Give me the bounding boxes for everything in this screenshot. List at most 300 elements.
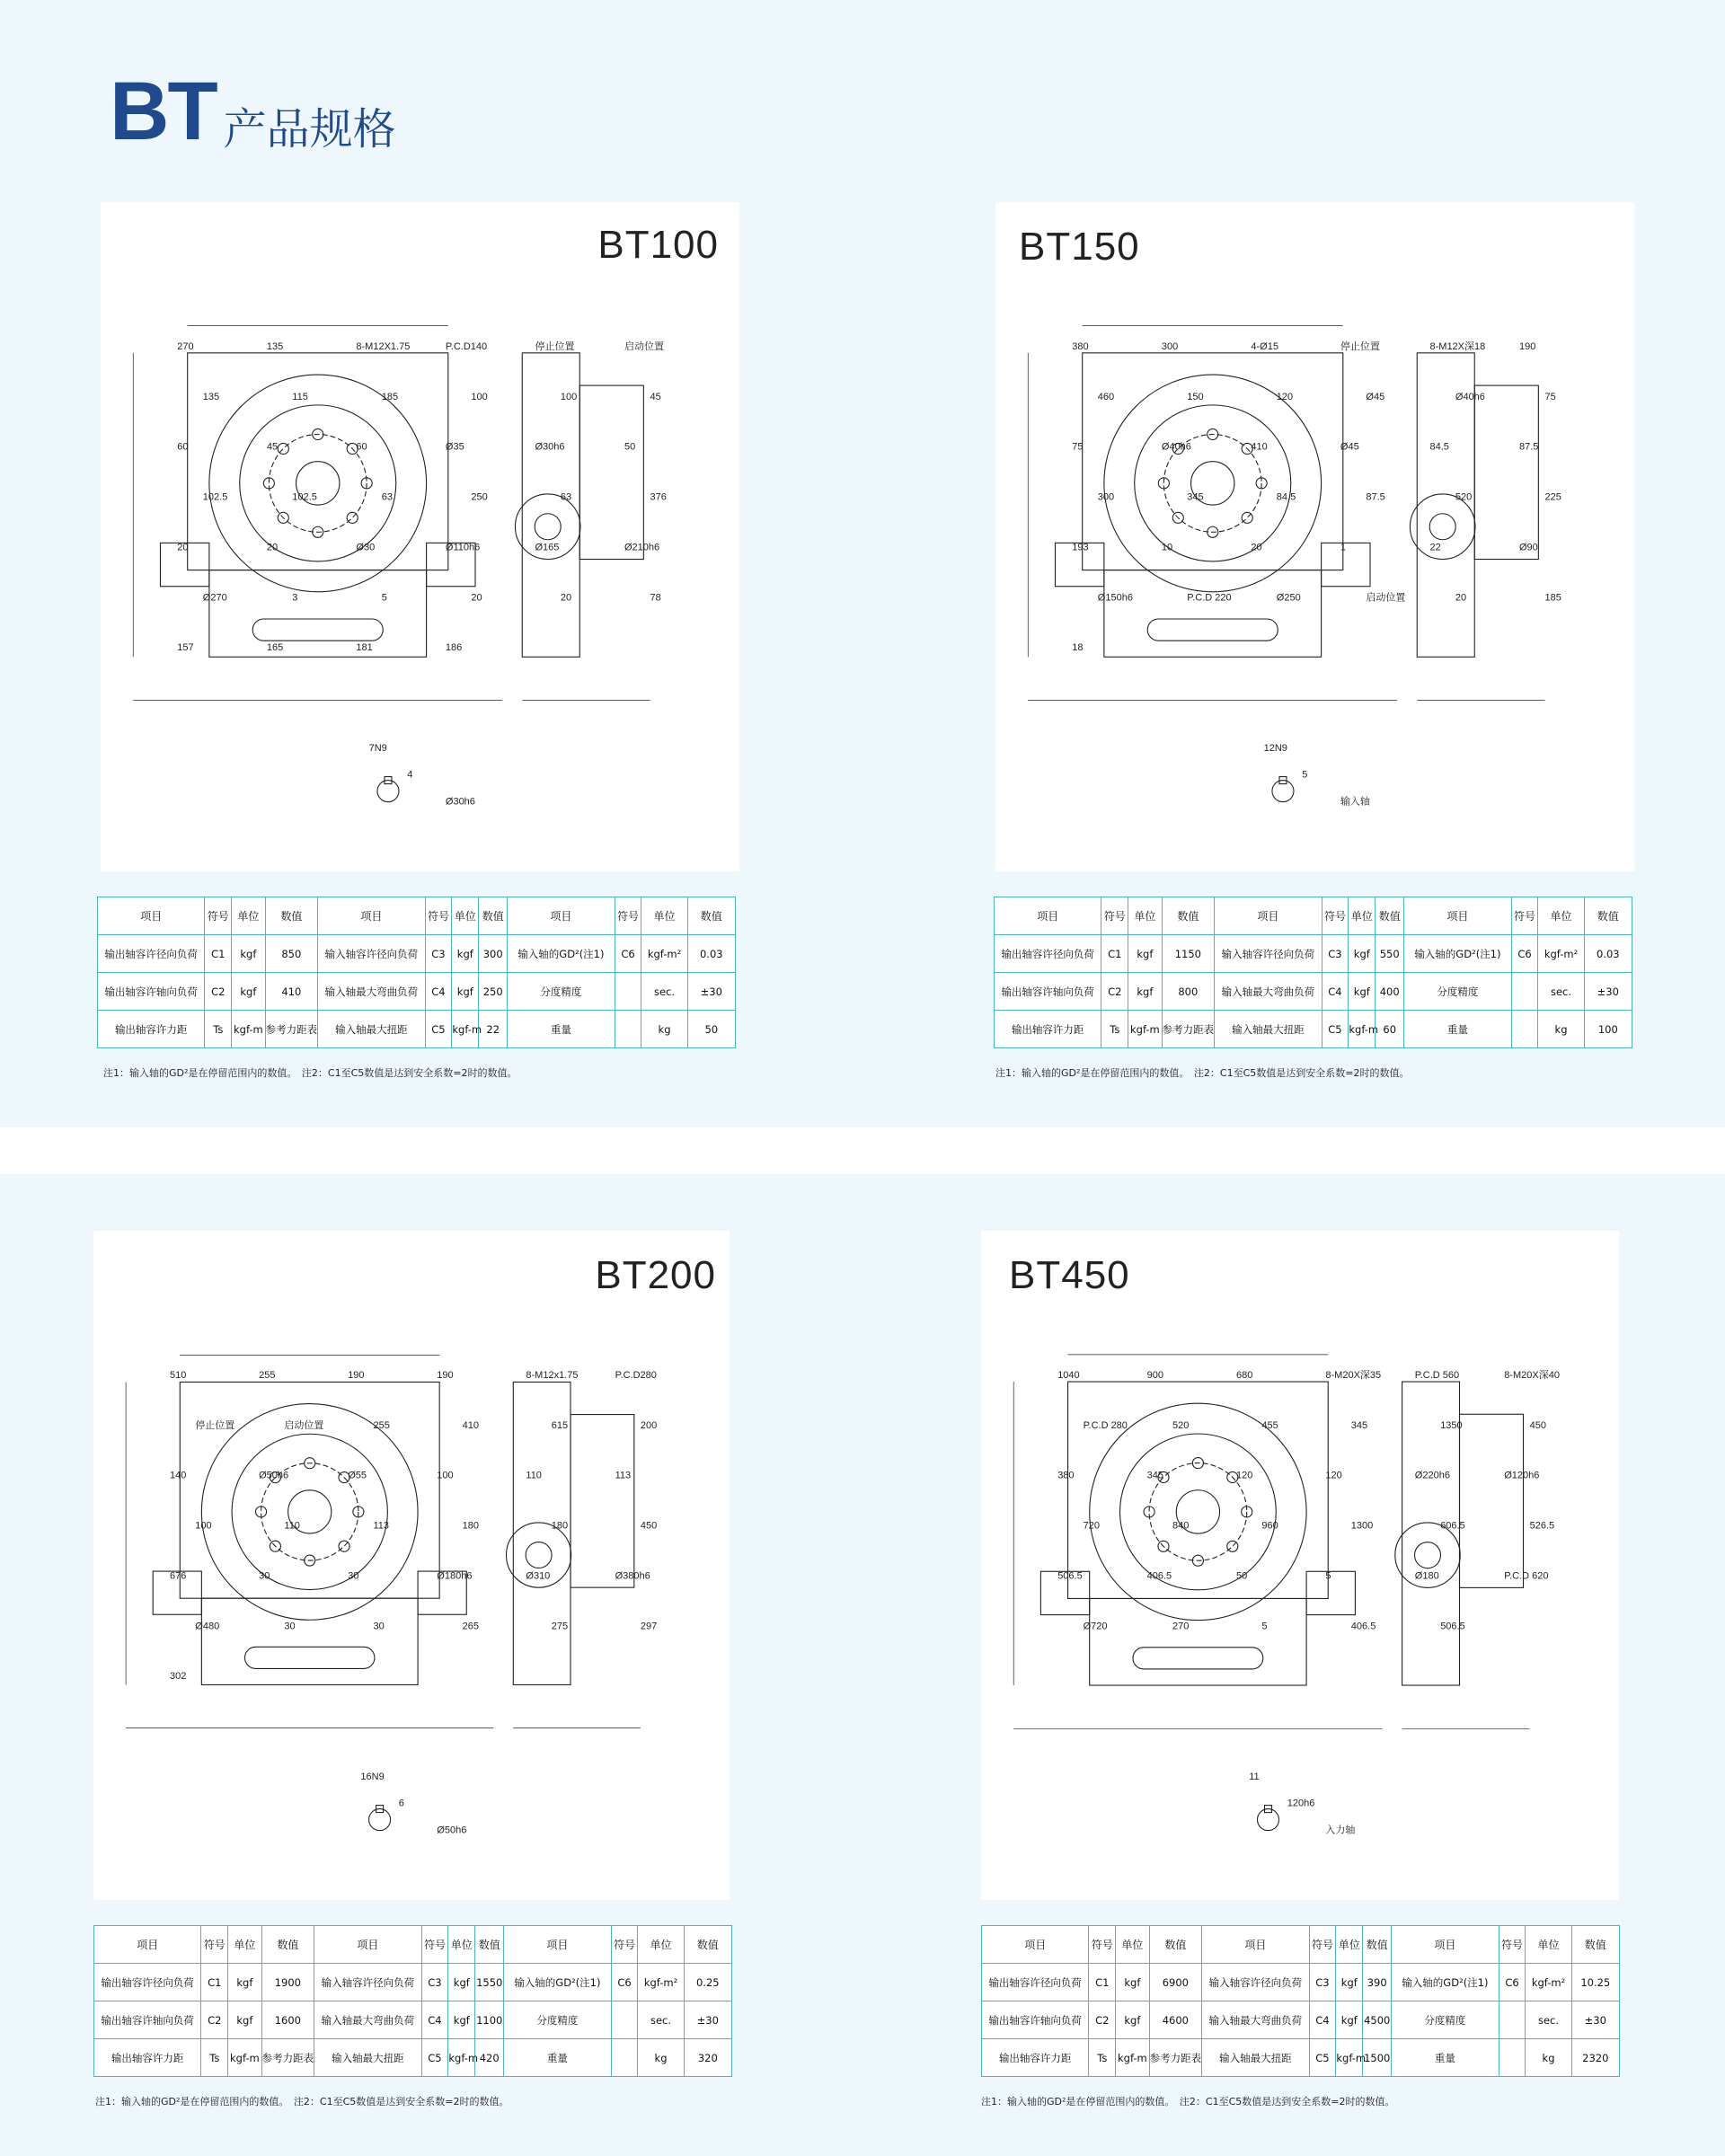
dimension-label: 150 <box>1187 391 1204 402</box>
column-header: 符号 <box>425 897 452 935</box>
dimension-label: 7N9 <box>368 742 387 754</box>
dimension-label: 1300 <box>1350 1520 1374 1532</box>
table-row <box>94 2001 732 2039</box>
column-header: 单位 <box>641 897 687 935</box>
dimension-label: Ø55 <box>348 1470 367 1481</box>
technical-drawing <box>995 202 1634 871</box>
table-cell: 300 <box>479 935 508 973</box>
column-header: 项目 <box>94 1926 201 1964</box>
column-header: 数值 <box>1584 897 1632 935</box>
dimension-label: 180 <box>462 1520 479 1532</box>
dimension-label: 停止位置 <box>1340 340 1380 352</box>
dimension-label: 75 <box>1072 441 1084 453</box>
table-cell: 重量 <box>508 1011 615 1048</box>
table-cell: 400 <box>1376 973 1404 1011</box>
table-cell: 1100 <box>475 2001 504 2039</box>
base-block <box>209 570 427 658</box>
dimension-label: 60 <box>356 441 367 453</box>
table-footnote: 注1：输入轴的GD²是在停留范围内的数值。 注2：C1至C5数值是达到安全系数=2时的数值。 <box>995 1067 1410 1079</box>
table-cell: Ts <box>1101 1011 1128 1048</box>
dimension-label: Ø210h6 <box>624 542 660 553</box>
dimension-label: 115 <box>292 391 308 402</box>
dimension-label: P.C.D140 <box>445 340 488 352</box>
table-row <box>982 2039 1620 2077</box>
base-slot <box>1147 619 1278 641</box>
dimension-label: 606.5 <box>1440 1520 1465 1532</box>
table-cell: 输入轴最大弯曲负荷 <box>1215 973 1322 1011</box>
dimension-label: 102.5 <box>292 491 317 503</box>
dimension-label: 8-M12X深18 <box>1429 340 1486 352</box>
dimension-label: 3 <box>292 592 298 604</box>
column-header: 数值 <box>687 897 735 935</box>
dimension-label: 启动位置 <box>284 1419 324 1431</box>
table-row <box>94 2039 732 2077</box>
table-cell: 重量 <box>1392 2039 1499 2077</box>
dimension-label: P.C.D 560 <box>1414 1369 1460 1381</box>
dimension-label: 720 <box>1083 1520 1100 1532</box>
table-cell: 输出轴容许力距 <box>982 2039 1089 2077</box>
table-cell: kg <box>638 2039 684 2077</box>
table-footnote: 注1：输入轴的GD²是在停留范围内的数值。 注2：C1至C5数值是达到安全系数=2时的数值。 <box>981 2096 1395 2107</box>
side-flange <box>579 385 643 559</box>
table-cell: C1 <box>205 935 232 973</box>
table-cell <box>1499 2039 1526 2077</box>
dimension-label: 520 <box>1455 491 1473 503</box>
base-block <box>1104 570 1322 658</box>
table-row <box>98 1011 736 1048</box>
dimension-label: 100 <box>560 391 578 402</box>
column-header: 单位 <box>1336 1926 1363 1964</box>
model-title: BT100 <box>597 223 719 267</box>
table-cell: 550 <box>1376 935 1404 973</box>
dimension-label: 30 <box>348 1570 359 1582</box>
pitch-circle <box>266 435 367 533</box>
dimension-label: 50 <box>1236 1570 1248 1582</box>
table-cell: C3 <box>421 1964 448 2001</box>
dimension-label: 4-Ø15 <box>1251 340 1278 352</box>
table-cell: C1 <box>1089 1964 1116 2001</box>
side-input-bore <box>1410 491 1475 560</box>
column-header: 单位 <box>232 897 265 935</box>
dimension-label: 255 <box>259 1369 276 1381</box>
dimension-label: Ø150h6 <box>1097 592 1133 604</box>
column-header: 项目 <box>1392 1926 1499 1964</box>
table-cell: 参考力距表 <box>265 1011 318 1048</box>
table-cell: kgf <box>1116 2001 1149 2039</box>
dimension-label: 506.5 <box>1057 1570 1083 1582</box>
dimension-label: 250 <box>471 491 488 503</box>
table-cell: 参考力距表 <box>261 2039 314 2077</box>
table-cell: 850 <box>265 935 318 973</box>
dimension-label: 345 <box>1350 1419 1368 1431</box>
technical-drawing <box>101 202 739 871</box>
table-cell: 输出轴容许力距 <box>98 1011 205 1048</box>
header-title-big: BT <box>110 66 217 157</box>
dimension-label: 11 <box>1249 1771 1260 1782</box>
table-cell <box>1499 2001 1526 2039</box>
column-header: 单位 <box>1349 897 1376 935</box>
dimension-label: 113 <box>373 1520 390 1532</box>
base-slot <box>252 619 383 641</box>
column-header: 符号 <box>611 1926 638 1964</box>
dimension-label: 450 <box>640 1520 658 1532</box>
column-header: 单位 <box>1116 1926 1149 1964</box>
dimension-label: 16N9 <box>360 1771 385 1782</box>
column-header: 符号 <box>205 897 232 935</box>
dimension-label: 45 <box>650 391 661 402</box>
table-cell: kgf <box>1349 973 1376 1011</box>
dimension-label: 190 <box>1519 340 1536 352</box>
dimension-label: 8-M20X深35 <box>1325 1369 1382 1381</box>
column-header: 数值 <box>1149 1926 1202 1964</box>
table-cell: 1150 <box>1162 935 1215 973</box>
table-cell: 420 <box>475 2039 504 2077</box>
table-header-row <box>982 1926 1620 1964</box>
bolt-hole <box>347 512 358 523</box>
table-cell: ±30 <box>684 2001 731 2039</box>
column-header: 单位 <box>1538 897 1584 935</box>
table-cell: 4600 <box>1149 2001 1202 2039</box>
dimension-label: 20 <box>177 542 189 553</box>
drawing-panel-bt100 <box>101 202 739 871</box>
dimension-label: 102.5 <box>202 491 228 503</box>
side-flange <box>1460 1414 1524 1587</box>
table-cell: 输入轴最大扭距 <box>318 1011 425 1048</box>
table-cell: 分度精度 <box>504 2001 611 2039</box>
table-header-row <box>995 897 1632 935</box>
table-cell: kgf <box>1116 1964 1149 2001</box>
dimension-label: 380 <box>1057 1470 1075 1481</box>
table-cell: kgf <box>448 2001 475 2039</box>
dimension-label: 157 <box>177 642 194 654</box>
dimension-label: 180 <box>551 1520 569 1532</box>
table-cell: 输入轴最大扭距 <box>314 2039 421 2077</box>
dimension-label: Ø480 <box>195 1621 220 1632</box>
table-cell: 输入轴的GD²(注1) <box>1392 1964 1499 2001</box>
dimension-label: 190 <box>348 1369 365 1381</box>
column-header: 符号 <box>421 1926 448 1964</box>
dimension-label: 63 <box>560 491 572 503</box>
dimension-label: Ø270 <box>202 592 227 604</box>
column-header: 符号 <box>1089 1926 1116 1964</box>
dimension-label: 113 <box>615 1470 632 1481</box>
spec-table <box>93 1925 732 2077</box>
column-header: 单位 <box>228 1926 261 1964</box>
table-cell: 输出轴容许径向负荷 <box>982 1964 1089 2001</box>
dimension-label: 20 <box>560 592 572 604</box>
dimension-label: 450 <box>1529 1419 1546 1431</box>
dimension-label: 181 <box>356 642 373 654</box>
table-cell <box>1511 1011 1538 1048</box>
dimension-label: 110 <box>526 1470 542 1481</box>
dimension-label: 265 <box>462 1621 479 1632</box>
table-cell: kgf <box>228 2001 261 2039</box>
dimension-label: 8-M12x1.75 <box>526 1369 579 1381</box>
table-footnote: 注1：输入轴的GD²是在停留范围内的数值。 注2：C1至C5数值是达到安全系数=2时的数值。 <box>103 1067 518 1079</box>
table-cell: C3 <box>425 935 452 973</box>
dimension-label: 302 <box>170 1671 187 1683</box>
table-row <box>98 935 736 973</box>
table-cell: 100 <box>1584 1011 1632 1048</box>
column-header: 符号 <box>1499 1926 1526 1964</box>
dimension-label: 5 <box>1302 769 1308 781</box>
table-cell: kgf-m² <box>641 935 687 973</box>
bolt-hole <box>339 1541 349 1551</box>
drawing-panel-bt450 <box>981 1231 1619 1900</box>
dimension-label: 18 <box>1072 642 1084 654</box>
column-header: 数值 <box>265 897 318 935</box>
table-cell: C2 <box>201 2001 228 2039</box>
dimension-label: 120 <box>1276 391 1294 402</box>
dimension-label: Ø50h6 <box>259 1470 289 1481</box>
dimension-label: 1040 <box>1057 1369 1080 1381</box>
table-cell: 输入轴容许径向负荷 <box>1215 935 1322 973</box>
dimension-label: 8-M20X深40 <box>1504 1369 1560 1381</box>
dimension-label: Ø40h6 <box>1161 441 1191 453</box>
dimension-label: 84.5 <box>1429 441 1449 453</box>
dimension-label: Ø380h6 <box>615 1570 650 1582</box>
dimension-label: 297 <box>640 1621 658 1632</box>
table-header-row <box>94 1926 732 1964</box>
table-cell: ±30 <box>1571 2001 1619 2039</box>
table-cell: C6 <box>611 1964 638 2001</box>
dimension-label: Ø180 <box>1414 1570 1439 1582</box>
table-cell: kgf-m² <box>638 1964 684 2001</box>
dimension-label: 87.5 <box>1366 491 1385 503</box>
dimension-label: P.C.D 220 <box>1187 592 1232 604</box>
column-header: 数值 <box>684 1926 731 1964</box>
table-cell: 输出轴容许力距 <box>94 2039 201 2077</box>
dimension-label: 193 <box>1072 542 1089 553</box>
table-cell: C1 <box>201 1964 228 2001</box>
base-block <box>1090 1598 1306 1685</box>
base-slot <box>1133 1648 1263 1669</box>
column-header: 单位 <box>1526 1926 1571 1964</box>
table-cell: 输入轴最大弯曲负荷 <box>318 973 425 1011</box>
table-cell: 输出轴容许径向负荷 <box>995 935 1101 973</box>
table-cell: kgf-m² <box>1538 935 1584 973</box>
dimension-label: 5 <box>381 592 387 604</box>
table-cell: 输入轴容许径向负荷 <box>314 1964 421 2001</box>
table-cell: 输出轴容许力距 <box>995 1011 1101 1048</box>
dimension-label: 60 <box>177 441 189 453</box>
dimension-label: Ø30h6 <box>535 441 565 453</box>
dimension-label: Ø250 <box>1276 592 1301 604</box>
header-title-sub: 产品规格 <box>223 104 396 155</box>
technical-drawing <box>981 1231 1619 1900</box>
table-cell <box>615 1011 641 1048</box>
drawing-panel-bt200 <box>93 1231 730 1900</box>
dimension-label: 78 <box>650 592 661 604</box>
table-cell: 6900 <box>1149 1964 1202 2001</box>
side-flange <box>571 1415 634 1588</box>
dimension-label: 45 <box>266 441 279 453</box>
table-cell: kgf <box>232 935 265 973</box>
dimension-label: 255 <box>373 1419 390 1431</box>
dimension-label: Ø720 <box>1083 1621 1108 1632</box>
table-cell: 输出轴容许轴向负荷 <box>982 2001 1089 2039</box>
table-cell: 1600 <box>261 2001 314 2039</box>
dimension-label: 30 <box>259 1570 270 1582</box>
dimension-label: 406.5 <box>1350 1621 1376 1632</box>
table-cell: 输入轴容许径向负荷 <box>1202 1964 1309 2001</box>
table-cell: 390 <box>1363 1964 1392 2001</box>
column-header: 单位 <box>448 1926 475 1964</box>
dimension-label: 270 <box>177 340 194 352</box>
dimension-label: 135 <box>202 391 220 402</box>
dimension-label: 676 <box>170 1570 187 1582</box>
table-row <box>982 2001 1620 2039</box>
model-title: BT200 <box>595 1253 716 1297</box>
table-row <box>995 935 1632 973</box>
table-cell: C2 <box>1089 2001 1116 2039</box>
table-cell: C5 <box>1322 1011 1349 1048</box>
table-cell: Ts <box>205 1011 232 1048</box>
table-cell: 输入轴的GD²(注1) <box>504 1964 611 2001</box>
dimension-label: 185 <box>381 391 399 402</box>
table-cell: kgf <box>448 1964 475 2001</box>
dimension-label: Ø110h6 <box>445 542 481 553</box>
table-cell <box>615 973 641 1011</box>
table-cell: kgf-m <box>1349 1011 1376 1048</box>
side-input-shaft <box>1429 514 1455 540</box>
dimension-label: 5 <box>1325 1570 1331 1582</box>
table-cell: 输入轴最大弯曲负荷 <box>1202 2001 1309 2039</box>
dimension-label: 8-M12X1.75 <box>356 340 411 352</box>
column-header: 数值 <box>1363 1926 1392 1964</box>
dimension-label: 140 <box>170 1470 187 1481</box>
dimension-label: 63 <box>381 491 394 503</box>
dimension-label: 300 <box>1161 340 1179 352</box>
table-cell: 分度精度 <box>1392 2001 1499 2039</box>
dimension-label: Ø35 <box>445 441 464 453</box>
dimension-label: 100 <box>437 1470 454 1481</box>
table-cell: 输出轴容许径向负荷 <box>98 935 205 973</box>
table-cell: 输入轴的GD²(注1) <box>508 935 615 973</box>
dimension-label: 停止位置 <box>195 1419 235 1431</box>
dimension-label: 135 <box>266 340 284 352</box>
dimension-label: 6 <box>398 1798 404 1809</box>
dimension-label: Ø90 <box>1519 542 1538 553</box>
table-cell: kgf <box>1128 973 1162 1011</box>
dimension-label: 165 <box>266 642 284 654</box>
table-cell: C6 <box>1511 935 1538 973</box>
dimension-label: 345 <box>1187 491 1204 503</box>
column-header: 符号 <box>201 1926 228 1964</box>
dimension-label: 100 <box>471 391 488 402</box>
column-header: 项目 <box>1215 897 1322 935</box>
table-cell: 重量 <box>1404 1011 1511 1048</box>
table-cell: C2 <box>1101 973 1128 1011</box>
dimension-label: Ø30 <box>356 542 376 553</box>
table-cell: Ts <box>201 2039 228 2077</box>
separator-band <box>0 1127 1725 1174</box>
table-cell: 输入轴最大扭距 <box>1202 2039 1309 2077</box>
table-cell: sec. <box>641 973 687 1011</box>
table-cell: kgf-m <box>1116 2039 1149 2077</box>
dimension-label: 120 <box>1325 1470 1342 1481</box>
table-cell: 1550 <box>475 1964 504 2001</box>
dimension-label: 22 <box>1429 542 1441 553</box>
spec-table <box>994 897 1632 1048</box>
dimension-label: 20 <box>266 542 279 553</box>
column-header: 单位 <box>452 897 479 935</box>
dimension-label: 406.5 <box>1146 1570 1172 1582</box>
table-cell: 输入轴容许径向负荷 <box>318 935 425 973</box>
dimension-label: 380 <box>1072 340 1089 352</box>
table-cell: C5 <box>425 1011 452 1048</box>
table-cell: C6 <box>615 935 641 973</box>
dimension-label: 300 <box>1097 491 1115 503</box>
model-title: BT150 <box>1019 225 1140 269</box>
spec-table <box>981 1925 1620 2077</box>
table-cell: C3 <box>1309 1964 1336 2001</box>
side-input-shaft <box>1415 1542 1441 1568</box>
table-cell: 1900 <box>261 1964 314 2001</box>
side-flange <box>1474 385 1538 559</box>
pitch-circle <box>1146 1463 1247 1561</box>
column-header: 项目 <box>98 897 205 935</box>
table-cell: kg <box>641 1011 687 1048</box>
table-cell: kgf <box>1128 935 1162 973</box>
table-row <box>995 1011 1632 1048</box>
dimension-label: 5 <box>1261 1621 1268 1632</box>
table-cell: C2 <box>205 973 232 1011</box>
dimension-label: Ø165 <box>535 542 560 553</box>
dimension-label: 启动位置 <box>624 340 664 352</box>
table-cell: kgf-m <box>452 1011 479 1048</box>
dimension-label: 900 <box>1146 1369 1163 1381</box>
table-cell: 4500 <box>1363 2001 1392 2039</box>
dimension-label: Ø40h6 <box>1455 391 1485 402</box>
table-cell <box>611 2039 638 2077</box>
table-cell: 输出轴容许轴向负荷 <box>98 973 205 1011</box>
dimension-label: Ø45 <box>1340 441 1359 453</box>
table-footnote: 注1：输入轴的GD²是在停留范围内的数值。 注2：C1至C5数值是达到安全系数=2时的数值。 <box>95 2096 509 2107</box>
table-cell: 输出轴容许径向负荷 <box>94 1964 201 2001</box>
dimension-label: 520 <box>1172 1419 1190 1431</box>
table-cell: kgf-m <box>232 1011 265 1048</box>
base-slot <box>245 1647 375 1668</box>
dimension-label: 87.5 <box>1519 441 1539 453</box>
dimension-label: 120h6 <box>1287 1798 1315 1809</box>
dimension-label: 526.5 <box>1529 1520 1555 1532</box>
column-header: 数值 <box>475 1926 504 1964</box>
dimension-label: 200 <box>640 1419 658 1431</box>
dimension-label: Ø180h6 <box>437 1570 473 1582</box>
dimension-label: 270 <box>1172 1621 1190 1632</box>
column-header: 项目 <box>995 897 1101 935</box>
dimension-label: 75 <box>1544 391 1556 402</box>
dimension-label: 120 <box>1236 1470 1253 1481</box>
table-cell: kgf-m <box>1128 1011 1162 1048</box>
table-cell: 320 <box>684 2039 731 2077</box>
table-cell: sec. <box>638 2001 684 2039</box>
table-cell: 250 <box>479 973 508 1011</box>
column-header: 符号 <box>1309 1926 1336 1964</box>
column-header: 数值 <box>479 897 508 935</box>
dimension-label: Ø50h6 <box>437 1825 467 1836</box>
spec-table <box>97 897 736 1048</box>
table-cell: 参考力距表 <box>1162 1011 1215 1048</box>
table-cell: 10.25 <box>1571 1964 1619 2001</box>
column-header: 数值 <box>261 1926 314 1964</box>
dimension-label: 960 <box>1261 1520 1278 1532</box>
dimension-label: Ø30h6 <box>445 796 475 808</box>
table-cell: kgf-m <box>1336 2039 1363 2077</box>
table-cell: 输入轴最大扭距 <box>1215 1011 1322 1048</box>
output-flange <box>209 375 427 592</box>
